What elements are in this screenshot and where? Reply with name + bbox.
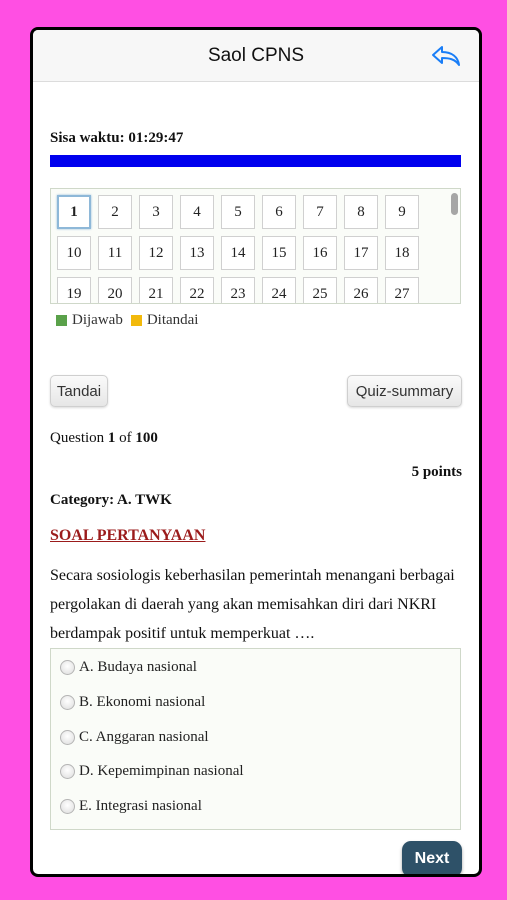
answer-option-a[interactable]: [60, 659, 197, 676]
question-number-button[interactable]: 6: [262, 195, 296, 229]
question-number-button[interactable]: 9: [385, 195, 419, 229]
question-points: 5 points: [411, 464, 462, 480]
radio-button[interactable]: [60, 695, 75, 710]
radio-button[interactable]: [60, 660, 75, 675]
app-title: Saol CPNS: [207, 45, 305, 66]
answered-swatch: [56, 315, 67, 326]
question-number-button[interactable]: 3: [139, 195, 173, 229]
answer-option-b[interactable]: [60, 694, 205, 711]
section-title: SOAL PERTANYAAN: [50, 527, 206, 544]
question-total: 100: [135, 430, 158, 446]
question-navigator[interactable]: [50, 188, 461, 304]
question-number-button[interactable]: 22: [180, 277, 214, 304]
time-progress-bar: [50, 155, 461, 167]
question-number-button[interactable]: 23: [221, 277, 255, 304]
phone-frame: [30, 27, 482, 877]
navigation-bar: [33, 30, 479, 82]
question-grid: [57, 195, 419, 304]
question-number-button[interactable]: 16: [303, 236, 337, 270]
answer-options: [50, 648, 461, 830]
question-counter-middle: of: [115, 430, 136, 446]
answer-label: C. Anggaran nasional: [79, 729, 209, 745]
question-number-button[interactable]: 10: [57, 236, 91, 270]
question-number-button[interactable]: 25: [303, 277, 337, 304]
question-counter-prefix: Question: [50, 430, 108, 446]
question-number-button[interactable]: 26: [344, 277, 378, 304]
question-number-button[interactable]: 8: [344, 195, 378, 229]
question-category: Category: A. TWK: [50, 492, 172, 508]
question-number-button[interactable]: 11: [98, 236, 132, 270]
question-number-button[interactable]: 18: [385, 236, 419, 270]
question-number-button[interactable]: 24: [262, 277, 296, 304]
legend-marked: [131, 312, 199, 329]
answer-label: A. Budaya nasional: [79, 659, 197, 675]
question-number-button[interactable]: 13: [180, 236, 214, 270]
question-number-button[interactable]: 20: [98, 277, 132, 304]
question-number-button[interactable]: 21: [139, 277, 173, 304]
question-text: Secara sosiologis keberhasilan pemerintah menangani berbagai pergolakan di daerah yang akan memisahkan diri dari NKRI berdampak positif untuk memperkuat ….: [50, 567, 455, 642]
answer-option-d[interactable]: [60, 763, 244, 780]
question-number-button[interactable]: 12: [139, 236, 173, 270]
legend-marked-label: Ditandai: [146, 312, 199, 328]
question-number-button[interactable]: 7: [303, 195, 337, 229]
status-legend: [56, 312, 206, 329]
question-counter: [50, 430, 158, 447]
answer-label: E. Integrasi nasional: [79, 798, 202, 814]
question-number-button[interactable]: 5: [221, 195, 255, 229]
marked-swatch: [131, 315, 142, 326]
mark-button[interactable]: Tandai: [50, 375, 108, 407]
legend-answered: [56, 312, 123, 329]
radio-button[interactable]: [60, 799, 75, 814]
radio-button[interactable]: [60, 730, 75, 745]
scrollbar-thumb[interactable]: [451, 193, 458, 215]
answer-option-e[interactable]: [60, 798, 202, 815]
question-number-button[interactable]: 2: [98, 195, 132, 229]
question-number-button[interactable]: 14: [221, 236, 255, 270]
answer-label: B. Ekonomi nasional: [79, 694, 206, 710]
question-number-button[interactable]: 15: [262, 236, 296, 270]
answer-option-c[interactable]: [60, 729, 209, 746]
back-arrow-icon[interactable]: [431, 44, 461, 68]
question-number-button[interactable]: 4: [180, 195, 214, 229]
legend-answered-label: Dijawab: [72, 312, 123, 328]
timer-text: Sisa waktu: 01:29:47: [50, 130, 184, 146]
answer-label: D. Kepemimpinan nasional: [79, 763, 244, 779]
question-number-button[interactable]: 1: [57, 195, 91, 229]
question-number-button[interactable]: 17: [344, 236, 378, 270]
time-progress-fill: [50, 155, 461, 167]
next-button[interactable]: Next: [402, 841, 462, 874]
app-screen: [33, 30, 479, 874]
radio-button[interactable]: [60, 764, 75, 779]
question-number: 1: [107, 430, 116, 446]
quiz-summary-button[interactable]: Quiz-summary: [347, 375, 462, 407]
question-number-button[interactable]: 27: [385, 277, 419, 304]
question-number-button[interactable]: 19: [57, 277, 91, 304]
